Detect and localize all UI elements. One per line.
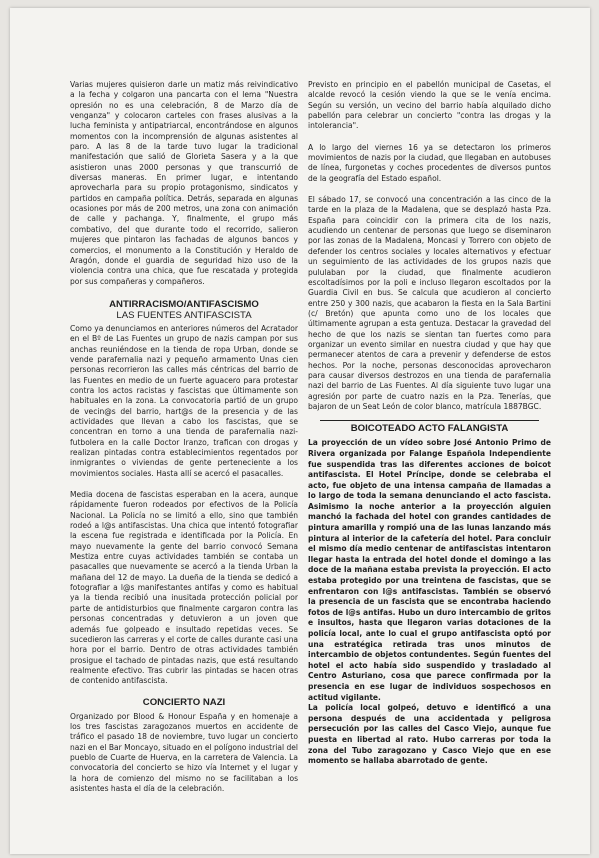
section-divider-rule — [320, 420, 539, 421]
section-heading-antiracism — [70, 299, 298, 321]
section-title-antiracism: ANTIRRACISMO/ANTIFASCISMO — [109, 298, 259, 310]
section-title-nazi-concert: CONCIERTO NAZI — [142, 696, 226, 708]
paragraph-casco-viejo: La policía local golpeó, detuvo e identificó a una persona después de una accidentada y peligrosa persecución por las calles del Casco Viejo, aunque fue puesta en libertad al rato. Hubo carreras por toda la zona del Tubo zaragozano y Casco Viejo que en ese momento se hallaba abarrotado de gente. — [308, 703, 551, 766]
paragraph-urban-shop: Media docena de fascistas esperaban en la acera, aunque rápidamente fueron rodeados por efectivos de la Policía Nacional. La Policía no se limitó a ello, sino que también rodeó a l@s antifascistas. Una chica que intentó fotografiar la escena fue registrada e identificada por la Policía. En mayo nuevamente la gente del barrio convocó Semana Mestiza entre cuyas actividades también se contaba un pasacalles que nuevamente se acercó a la tienda Urban la mañana del 12 de mayo. La dueña de la tienda se dedicó a fotografiar a l@s manifestantes antifas y como es habitual ya la tienda recibió una inusitada protección policial por parte de antidisturbios que finalmente cargaron contra las personas concentradas y detuvieron a un joven que además fue golpeado e insultado repetidas veces. Se sucedieron las carreras y el corte de calles durante casi una hora por el barrio. Dentro de otras actividades también prosigue el tachado de pintadas nazis, que está resultando realmente efectivo. Tras cubrir las pintadas se hacen otras de contenido antifascista. — [70, 490, 298, 686]
paragraph-las-fuentes: Como ya denunciamos en anteriores números del Acratador en el Bº de Las Fuentes un grupo de nazis campan por sus anchas reuniéndose en la tienda de ropa Urban, donde se vende parafernalia nazi y pequeño armamento Unas cien personas recorrieron las calles más céntricas del barrio de las Fuentes en medio de un fuerte aguacero para protestar contra los actos racistas y fascistas que últimamente son habituales en la zona. La convocatoria partió de un grupo de vecin@s del barrio, hart@s de la presencia y de las actividades que llevan a cabo los fascistas, que se concentran en torno a una tienda de parafernalia nazi-futbolera en la calle Doctor Iranzo, trafican con drogas y realizan pintadas contra establecimientos regentados por inmigrantes o viviendas de gente perteneciente a los movimientos sociales. Hasta allí se acercó el pasacalles. — [70, 323, 298, 478]
paragraph-hotel-principe: La proyección de un vídeo sobre José Antonio Primo de Rivera organizada por Falange Española Independiente fue suspendida tras las diferentes acciones de boicot antifascista. El Hotel Príncipe, donde se celebraba el acto, fue objeto de una intensa campaña de llamadas a lo largo de toda la semana denunciando el acto fascista. Asimismo la noche anterior a la proyección alguien manchó la fachada del hotel con grandes cantidades de pintura amarilla y rompió una de las lunas lanzando más pintura al interior de la cafetería del hotel. Para concluir el mismo día medio centenar de antifascistas intentaron llegar hasta la entrada del hotel donde el domingo a las doce de la mañana estaba prevista la proyección. El acto estaba protegido por una treintena de fascistas, que se enfrentaron con l@s antifascistas. También se observó la presencia de un fascista que se encontraba haciendo fotos de l@s antifas. Hubo un duro intercambio de gritos e insultos, hasta que llegaron varias dotaciones de la policía local, ante lo cual el grupo antifascista optó por una estratégica retirada tras unos minutos de intercambio de objetos contundentes. Según fuentes del hotel el acto había sido suspendido y trasladado al Centro Asturiano, cosa que parece confirmada por la presencia en ese lugar de individuos sospechosos en actitud vigilante. — [308, 438, 551, 702]
paragraph-saturday-17: El sábado 17, se convocó una concentración a las cinco de la tarde en la plaza de la Madalena, que se desplazó hasta Pza. España para coincidir con la primera cita de los nazis, acudiendo un centenar de personas que luego se diseminaron por las zonas de la Madalena, Moncasi y Torrero con objeto de defender los centros sociales y locales alternativos y efectuar un seguimiento de las actividades de los grupos nazis que pululaban por la ciudad, que finalmente acudieron escoltadísimos por la poli e incluso llegaron escoltados por la Guardia Civil en bus. Se calcula que acudieron al concierto entre 250 y 300 nazis, que acabaron la fiesta en la Sala Bartini (c/ Bretón) que apunta como uno de los locales que últimamente agrupan a esta gentuza. Destacar la gravedad del hecho de que los nazis se sientan tan fuertes como para organizar un evento similar en nuestra ciudad y que hay que permanecer atentos de cara a prevenir y defenderse de estos hechos. Por la noche, personas desconocidas aprovecharon para causar diversos destrozos en una tienda de parafernalia nazi del barrio de Las Fuentes. Al día siguiente tuvo lugar una agresión por parte de cuatro nazis en la Pza. Tenerías, que bajaron de un Seat León de color blanco, matrícula 1887BGC. — [308, 195, 551, 411]
section-title-falangist: BOICOTEADO ACTO FALANGISTA — [350, 423, 509, 435]
paragraph-friday-16: A lo largo del viernes 16 ya se detectaron los primeros movimientos de nazis por la ciudad, que llegaban en autobuses de línea, furgonetas y coches procedentes de diversos puntos de la geografía del Estado español. — [308, 142, 551, 183]
paragraph-blood-honour: Organizado por Blood & Honour España y en homenaje a los tres fascistas zaragozanos muertos en accidente de tráfico el pasado 18 de noviembre, tuvo lugar un concierto nazi en el Bar Moncayo, situado en el polígono industrial del pueblo de Cuarte de Huerva, en la carretera de Valencia. La convocatoria del concierto se hizo vía Internet y el lugar y la hora de comienzo del mismo no se facilitaban a los asistentes hasta el día de la celebración. — [70, 711, 298, 793]
left-column — [70, 80, 298, 794]
section-subtitle-las-fuentes: LAS FUENTES ANTIFASCISTA — [116, 309, 252, 321]
document-page — [10, 8, 590, 854]
right-column — [308, 80, 551, 767]
paragraph-casetas: Previsto en principio en el pabellón municipal de Casetas, el alcalde revocó la cesión viendo la que se le venía encima. Según su versión, un vecino del barrio había alquilado dicho pabellón para celebrar un concierto "contra las drogas y la intolerancia". — [308, 80, 551, 131]
paragraph-womens-day: Varias mujeres quisieron darle un matiz más reivindicativo a la fecha y colgaron una pancarta con el lema "Nuestra opresión no es una celebración, 8 de Marzo día de venganza" y colocaron carteles con frases alusivas a la lucha feminista y antipatriarcal, encontrándose en algunos momentos con la incomprensión de algunas asistentes al paro. A las 8 de la tarde tuvo lugar la tradicional manifestación que salió de Glorieta Sasera y a la que asistieron unas 2000 personas y que transcurrió de diversas maneras. En primer lugar, e intentando aprovecharla para su propio protagonismo, sindicatos y partidos en campaña política. Detrás, separada en algunas ocasiones por más de 200 metros, una zona con animación de calle y pachanga. Y, finalmente, el grupo más combativo, del que durante todo el recorrido, salieron mujeres que pintaron las fachadas de algunos bancos y comercios, el monumento a la Constitución y Heraldo de Aragón, donde el guardia de seguridad hizo uso de la violencia contra una chica, que fue rescatada y protegida por sus compañeras y compañeros. — [70, 80, 298, 286]
